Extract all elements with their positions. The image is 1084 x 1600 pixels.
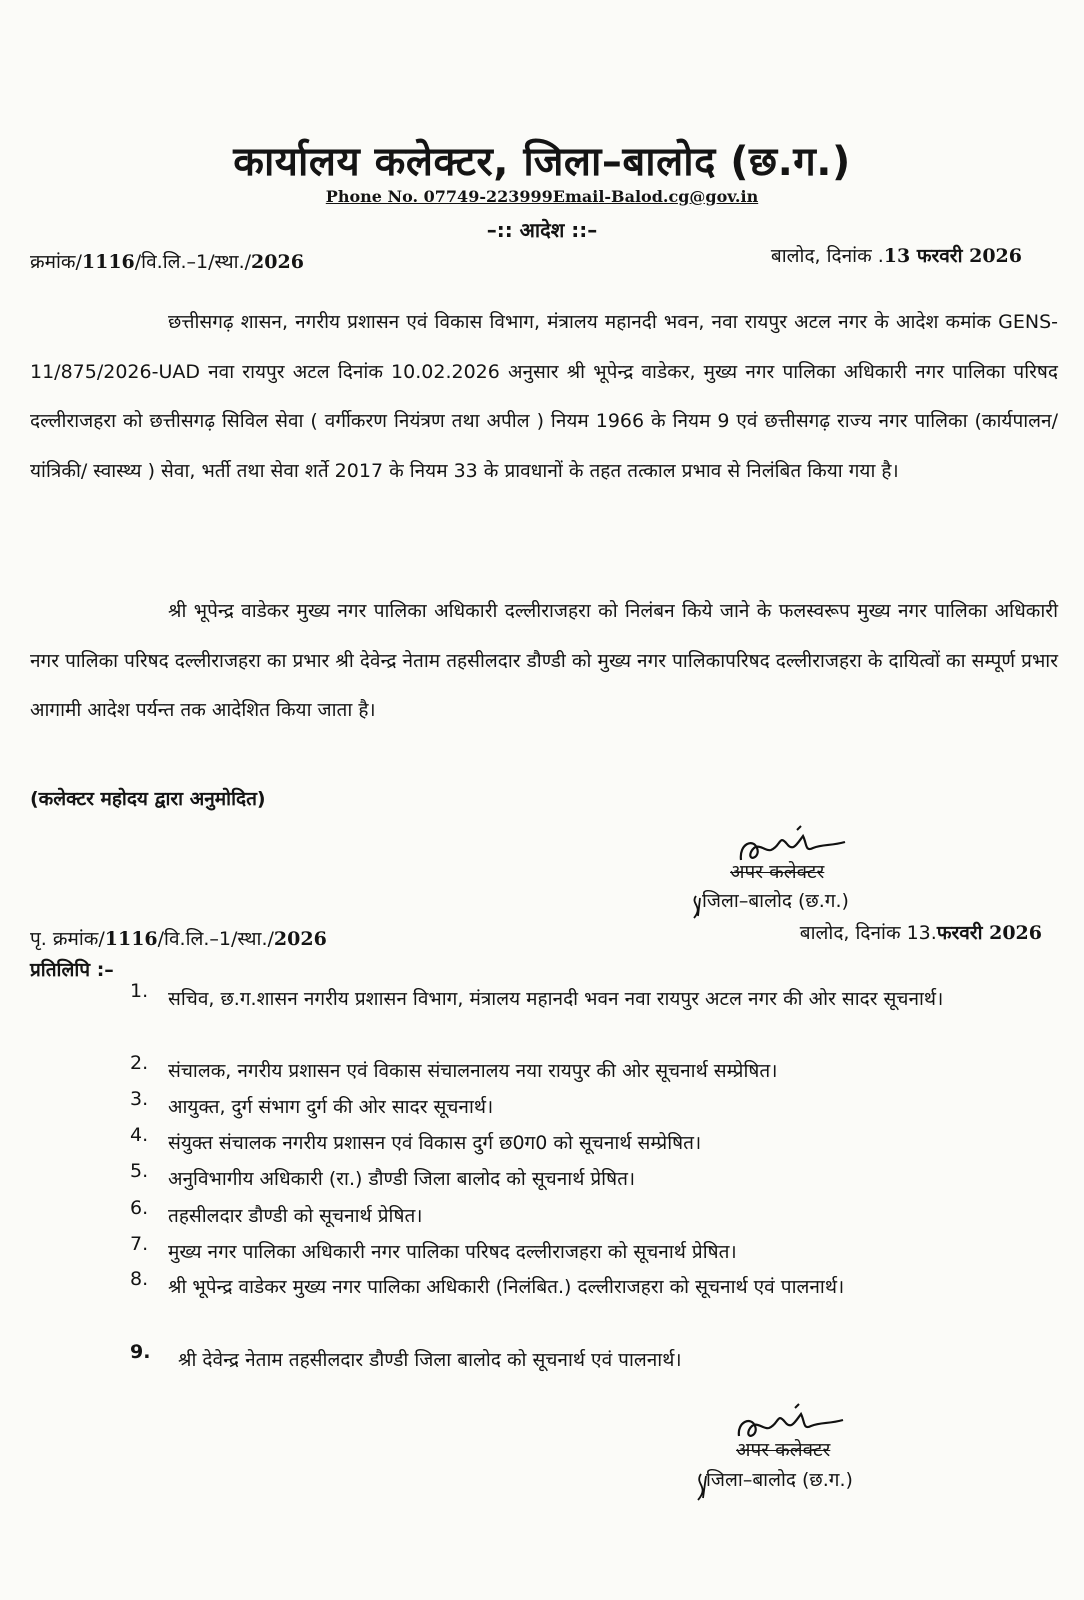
list-item-number: 9. xyxy=(130,1341,151,1363)
endorsement-year: 2026 xyxy=(273,928,327,950)
approval-note: (कलेक्टर महोदय द्वारा अनुमोदित) xyxy=(30,788,266,810)
list-item-number: 4. xyxy=(130,1124,149,1146)
signature-2-mark xyxy=(692,1470,718,1504)
reference-number-value: 1116 xyxy=(81,251,135,273)
reference-date-value: 13 फरवरी 2026 xyxy=(883,245,1022,267)
endorsement-prefix: पृ. क्रमांक/ xyxy=(30,928,105,950)
list-item-number: 2. xyxy=(130,1052,149,1074)
endorsement-middle: /वि.लि.–1/स्था./ xyxy=(157,928,274,950)
paragraph-2: श्री भूपेन्द्र वाडेकर मुख्य नगर पालिका अधिकारी दल्लीराजहरा को निलंबन किये जाने के फलस्वरूप मुख्य नगर पालिका अधिकारी नगर पालिका परिषद दल्लीराजहरा का प्रभार श्री देवेन्द्र नेताम तहसीलदार डौण्डी को मुख्य नगर पालिकापरिषद दल्लीराजहरा के दायित्वों का सम्पूर्ण प्रभार आगामी आदेश पर्यन्त तक आदेशित किया जाता है। xyxy=(30,600,1058,721)
reference-middle: /वि.लि.–1/स्था./ xyxy=(134,251,252,273)
office-title: कार्यालय कलेक्टर, जिला–बालोद (छ.ग.) xyxy=(233,139,851,185)
list-item-number: 7. xyxy=(130,1233,149,1255)
list-item-number: 5. xyxy=(130,1160,149,1182)
signature-2-designation xyxy=(736,1434,830,1466)
list-item-text: अनुविभागीय अधिकारी (रा.) डौण्डी जिला बालोद को सूचनार्थ प्रेषित। xyxy=(168,1168,636,1190)
endorsement-place-date: बालोद, दिनांक 13. xyxy=(799,922,937,944)
list-item-text: आयुक्त, दुर्ग संभाग दुर्ग की ओर सादर सूचनार्थ। xyxy=(168,1096,494,1118)
list-item-number: 6. xyxy=(130,1197,149,1219)
signature-2-title: अपर कलेक्टर xyxy=(736,1439,831,1461)
endorsement-date-value: फरवरी 2026 xyxy=(936,922,1042,944)
copy-list xyxy=(30,0,1070,1600)
reference-year: 2026 xyxy=(251,251,304,273)
reference-place-date: बालोद, दिनांक . xyxy=(770,245,884,267)
order-heading: –:: आदेश ::– xyxy=(486,218,598,242)
signature-1-title: अपर कलेक्टर xyxy=(730,861,825,883)
endorsement-number-value: 1116 xyxy=(104,928,158,950)
list-item-number: 3. xyxy=(130,1088,149,1110)
list-item-text: सचिव, छ.ग.शासन नगरीय प्रशासन विभाग, मंत्रालय महानदी भवन नवा रायपुर अटल नगर की ओर सादर सूचनार्थ। xyxy=(168,988,944,1010)
list-item-text: श्री देवेन्द्र नेताम तहसीलदार डौण्डी जिला बालोद को सूचनार्थ एवं पालनार्थ। xyxy=(178,1349,682,1371)
list-item-text: संयुक्त संचालक नगरीय प्रशासन एवं विकास दुर्ग छ0ग0 को सूचनार्थ सम्प्रेषित। xyxy=(168,1132,702,1154)
reference-prefix: क्रमांक/ xyxy=(30,251,82,273)
signature-1-district: जिला–बालोद (छ.ग.) xyxy=(702,890,849,912)
signature-2-district: जिला–बालोद (छ.ग.) xyxy=(706,1469,853,1491)
list-item-number: 1. xyxy=(130,980,149,1002)
contact-line: Phone No. 07749-223999Email-Balod.cg@gov.in xyxy=(325,187,759,206)
list-item-text: श्री भूपेन्द्र वाडेकर मुख्य नगर पालिका अधिकारी (निलंबित.) दल्लीराजहरा को सूचनार्थ एवं पालनार्थ। xyxy=(168,1276,845,1298)
paragraph-1: छत्तीसगढ़ शासन, नगरीय प्रशासन एवं विकास विभाग, मंत्रालय महानदी भवन, नवा रायपुर अटल नगर के आदेश कमांक GENS-11/875/2026-UAD नवा रायपुर अटल दिनांक 10.02.2026 अनुसार श्री भूपेन्द्र वाडेकर, मुख्य नगर पालिका अधिकारी नगर पालिका परिषद दल्लीराजहरा को छत्तीसगढ़ सिविल सेवा ( वर्गीकरण नियंत्रण तथा अपील ) नियम 1966 के नियम 9 एवं छत्तीसगढ़ राज्य नगर पालिका (कार्यपालन/यांत्रिकी/ स्वास्थ्य ) सेवा, भर्ती तथा सेवा शर्ते 2017 के नियम 33 के प्रावधानों के तहत तत्काल प्रभाव से निलंबित किया गया है। xyxy=(30,311,1058,482)
list-item-text: मुख्य नगर पालिका अधिकारी नगर पालिका परिषद दल्लीराजहरा को सूचनार्थ प्रेषित। xyxy=(168,1241,737,1263)
list-item-text: संचालक, नगरीय प्रशासन एवं विकास संचालनालय नया रायपुर की ओर सूचनार्थ सम्प्रेषित। xyxy=(168,1060,778,1082)
copy-label: प्रतिलिपि :– xyxy=(30,959,114,981)
list-item-text: तहसीलदार डौण्डी को सूचनार्थ प्रेषित। xyxy=(168,1205,423,1227)
list-item-number: 8. xyxy=(130,1268,149,1290)
